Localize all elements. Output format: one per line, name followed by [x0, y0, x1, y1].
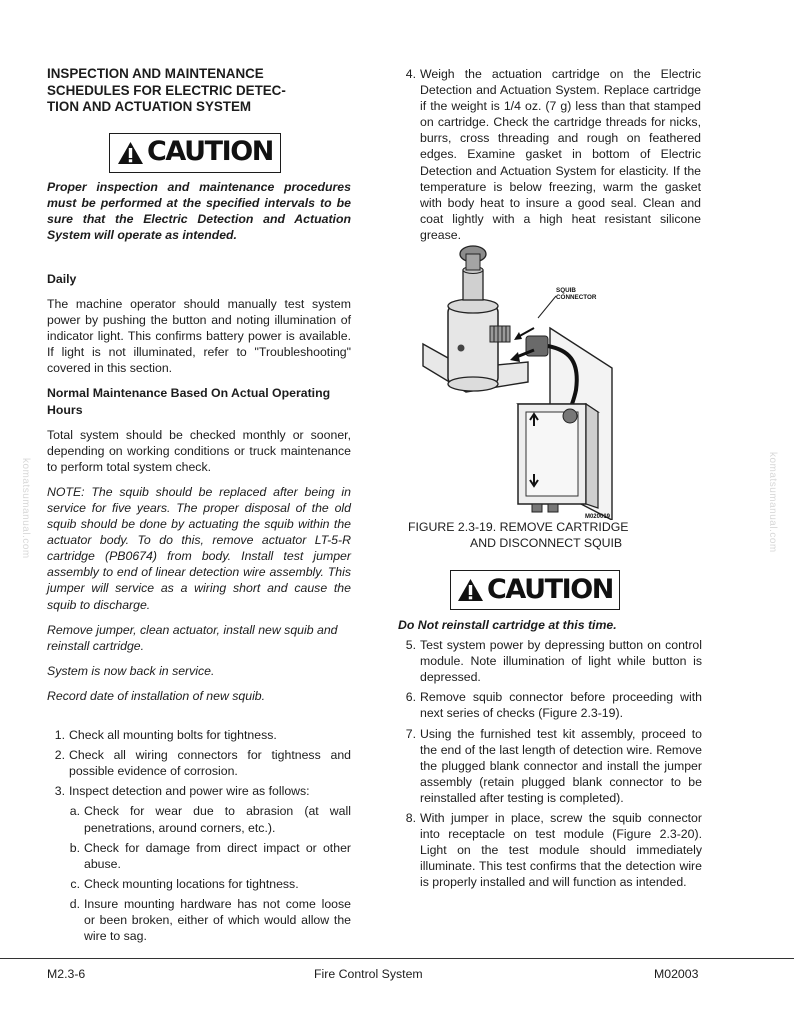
figure-caption: FIGURE 2.3-19. REMOVE CARTRIDGE AND DISCONNECT SQUIB: [408, 520, 629, 550]
sub-list-item: c. Check mounting locations for tightness.: [70, 876, 299, 891]
footer-rule: [0, 958, 794, 959]
footer-section-title: Fire Control System: [314, 967, 423, 981]
list-item: 2. Check all wiring connectors for tightness and possible evidence of corrosion.: [54, 748, 351, 779]
daily-heading: Daily: [47, 271, 77, 286]
list-item: 1. Check all mounting bolts for tightness.: [54, 728, 277, 743]
section-title: INSPECTION AND MAINTENANCE SCHEDULES FOR ELECTRIC DETEC- TION AND ACTUATION SYSTEM: [47, 66, 286, 114]
watermark-right: komatsumanual.com: [767, 452, 778, 553]
sub-list-item: a. Check for wear due to abrasion (at wall penetrations, around corners, etc.).: [69, 804, 351, 835]
note-text: NOTE: The squib should be replaced after being in service for five years. The proper disposal of the old squib should be done by actuating the squib within the actuator body. To do this, remove actuator LT-5-R cartridge (PB0674) from body. Install test jumper assembly to end of linear detection wire assembly. This jumper will service as a wiring short and cause the squib to discharge.: [47, 484, 351, 612]
list-item: 5. Test system power by depressing button on control module. Note illumination of light while button is depressed.: [405, 638, 702, 685]
caution-text: Proper inspection and maintenance procedures must be performed at the specified intervals to be sure that the Electric Detection and Actuation System will operate as intended.: [47, 179, 351, 242]
normal-maintenance-heading: Normal Maintenance Based On Actual Operating Hours: [47, 386, 331, 417]
list-item: 3. Inspect detection and power wire as follows:: [54, 784, 310, 799]
list-item: 8. With jumper in place, screw the squib connector into receptacle on test module (Figure 2.3-20). Light on the test module should immediately illuminate. This test confirms that the detection wire is properly installed and will function as intended.: [405, 811, 702, 890]
caution-text-right: Do Not reinstall cartridge at this time.: [398, 618, 617, 632]
list-item: 4. Weigh the actuation cartridge on the Electric Detection and Actuation System. Replace cartridge if the weight is 1/4 oz. (7 g) less than that stamped on cartridge. Check the cartridge threads for nicks, burrs, cross threading and rough on feathered edges. Examine gasket in bottom of Electric Detection and Actuation System for elasticity. If the temperature is below freezing, warm the gasket with body heat to insure a good seal. Clean and coat lightly with a high heat resistant silicone grease.: [405, 67, 701, 242]
right-column-lower: [398, 570, 702, 891]
sub-list-item: b. Check for damage from direct impact or other abuse.: [69, 840, 351, 871]
callout-connector: CONNECTOR: [556, 294, 597, 301]
footer-doc-code: M02003: [654, 967, 699, 981]
record-date-text: Record date of installation of new squib.: [47, 688, 266, 703]
watermark-left: komatsumanual.com: [20, 458, 31, 559]
normal-maintenance-text: Total system should be checked monthly or sooner, depending on working conditions or truck maintenance to perform total system check.: [47, 427, 351, 474]
remove-jumper-text: Remove jumper, clean actuator, install new squib and reinstall cartridge.: [47, 622, 338, 653]
footer-page-number: M2.3-6: [47, 967, 86, 981]
caution-label: CAUTION: [486, 573, 614, 605]
figure-code: M020019: [584, 514, 610, 520]
warning-triangle-icon: [457, 578, 484, 602]
list-item: 6. Remove squib connector before proceeding with next series of checks (Figure 2.3-19).: [405, 690, 702, 721]
right-column: [398, 66, 701, 243]
cartridge-squib-figure: [408, 240, 618, 520]
numbered-list-right: [398, 637, 702, 890]
daily-text: The machine operator should manually test system power by pushing the button and noting illumination of indicator light. This confirms battery power is available. If light is not illuminated, refer to "Troubleshooting" covered in this section.: [47, 296, 351, 376]
caution-label: CAUTION: [146, 136, 274, 168]
numbered-list-left: [47, 727, 351, 944]
callout-squib: SQUIB: [556, 287, 576, 294]
warning-triangle-icon: [117, 141, 144, 165]
sub-list-item: d. Insure mounting hardware has not come loose or been broken, either of which would allow the wire to sag.: [69, 896, 351, 944]
list-item: 7. Using the furnished test kit assembly, proceed to the end of the last length of detection wire. Remove the plugged blank connector and install the jumper assembly (retain plugged blank connector to be reinstalled after testing is completed).: [405, 726, 702, 805]
back-in-service-text: System is now back in service.: [47, 663, 215, 678]
caution-banner-right: [450, 570, 620, 610]
caution-banner: [109, 133, 281, 173]
left-column: [47, 66, 351, 944]
